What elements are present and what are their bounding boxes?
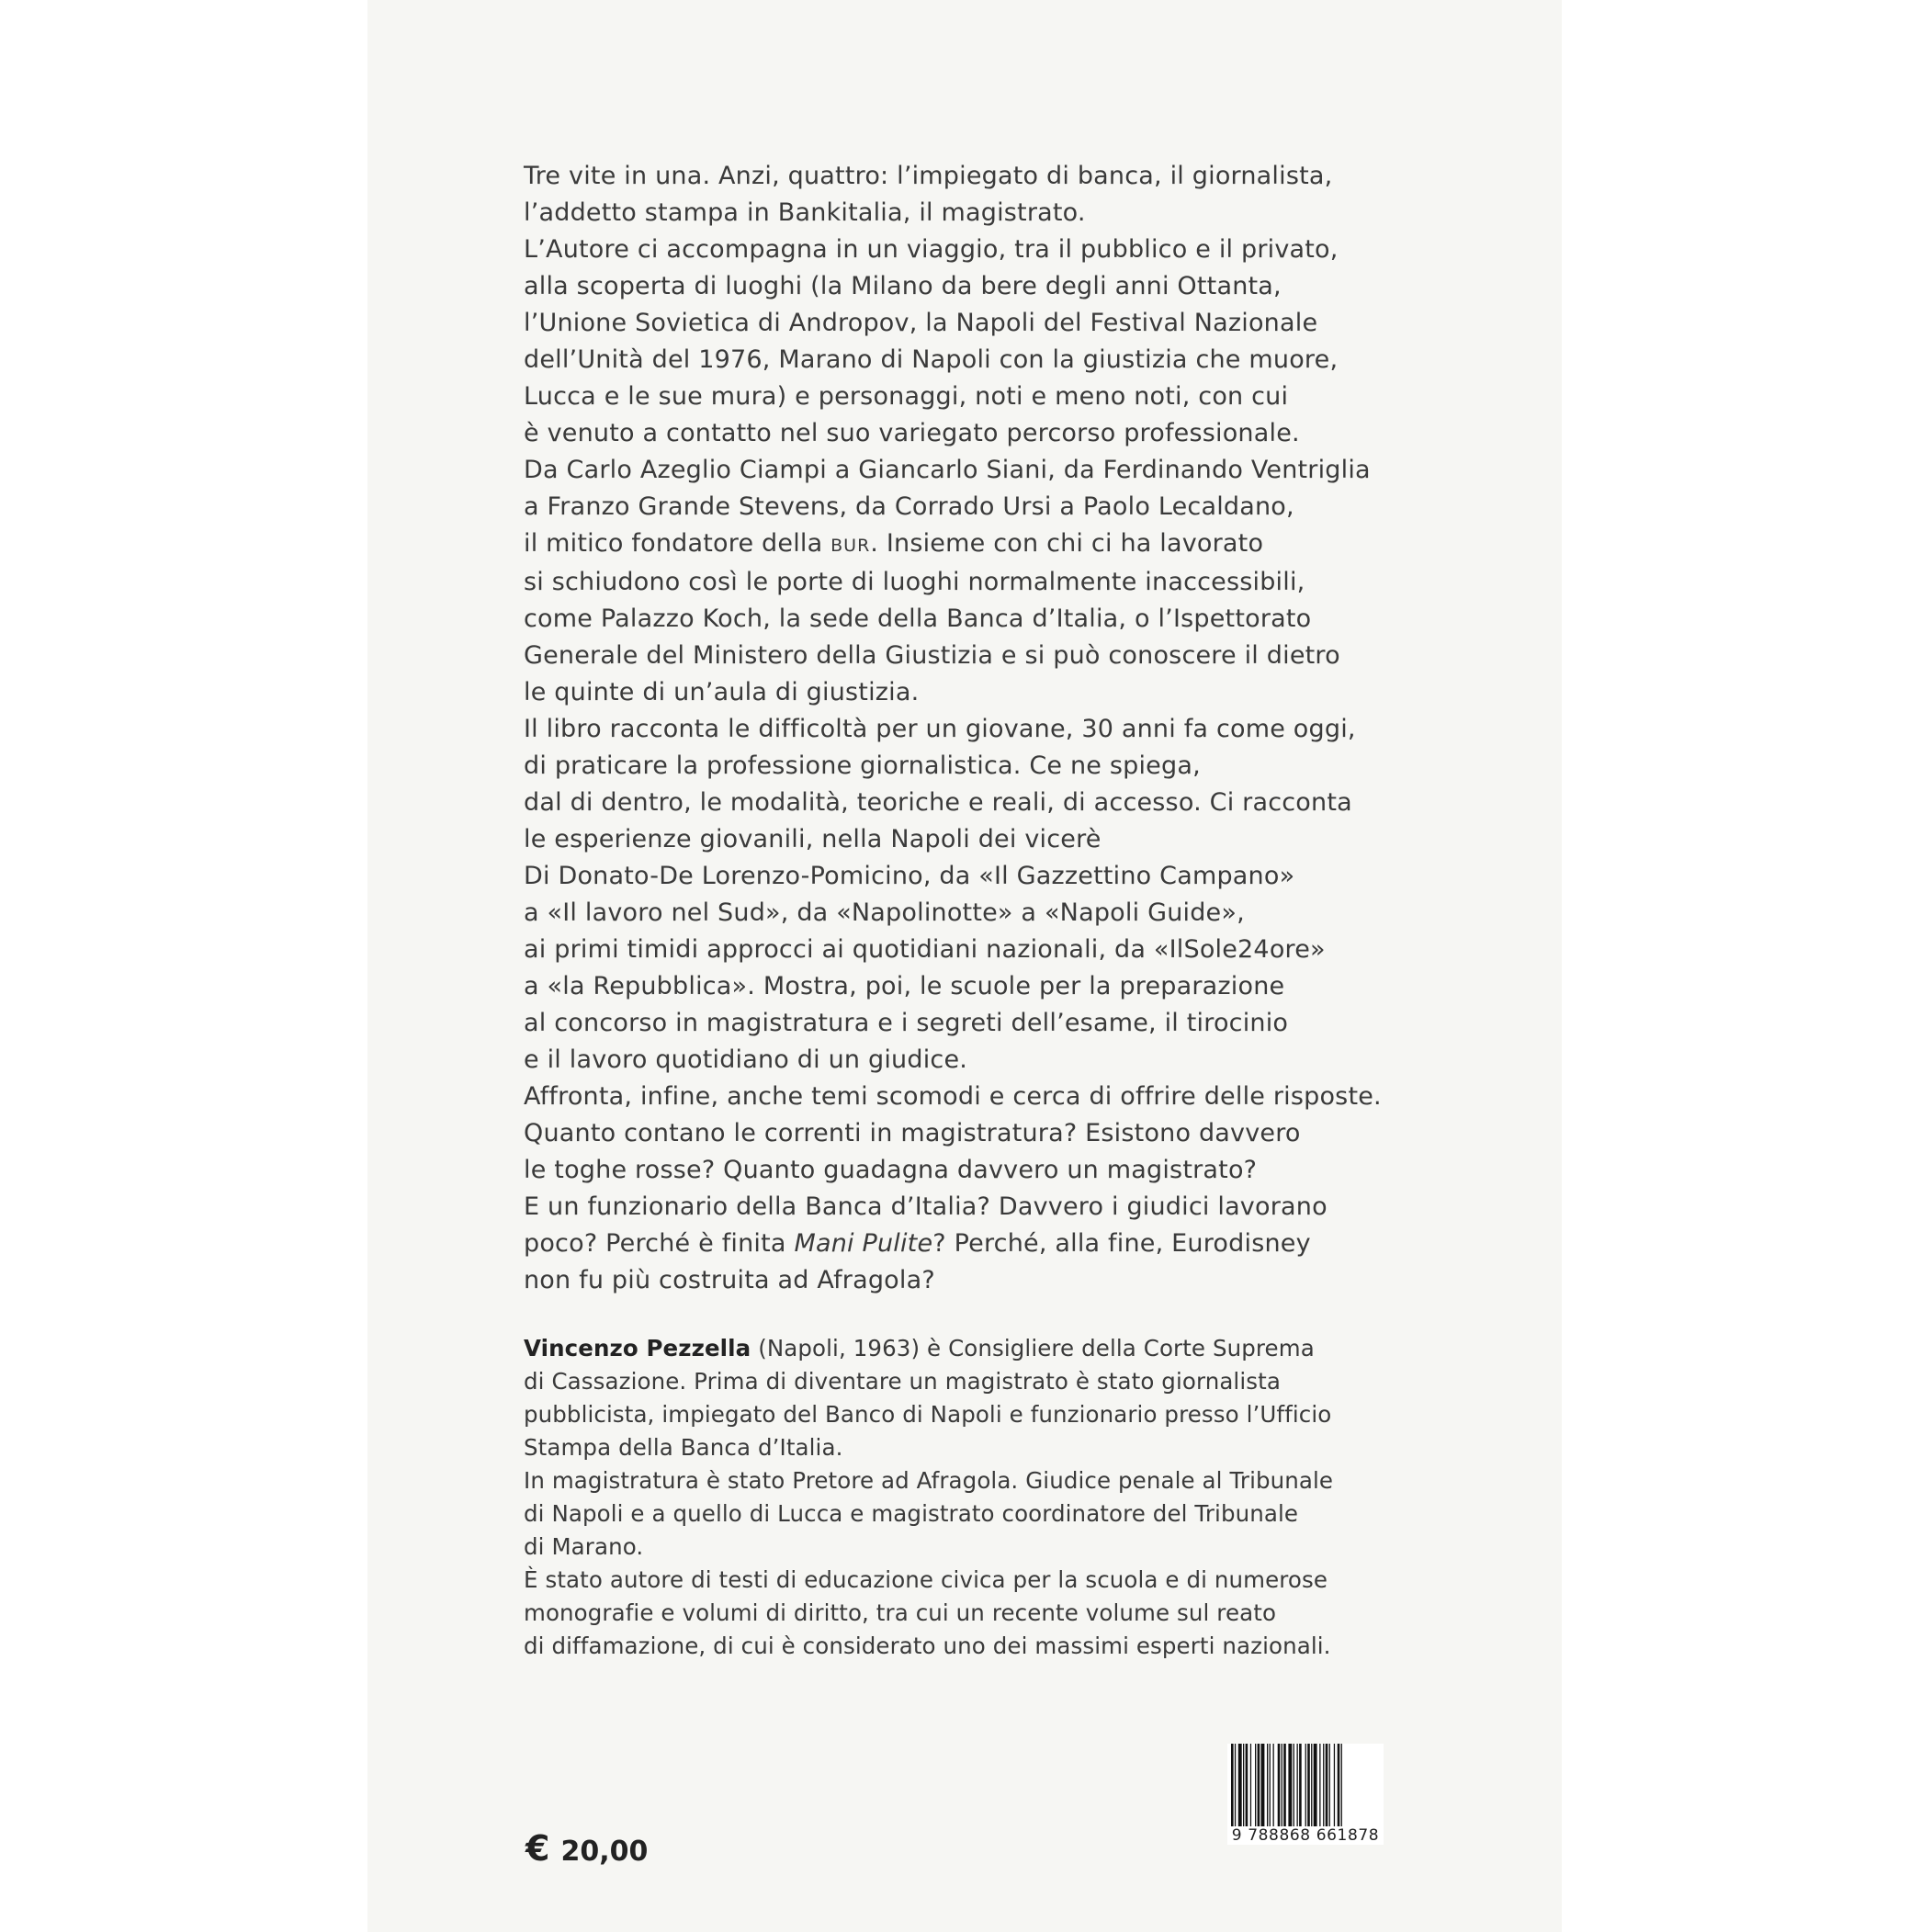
euro-symbol: € <box>525 1828 550 1869</box>
blurb-line: dell’Unità del 1976, Marano di Napoli con la giustizia che muore, <box>524 345 1339 374</box>
barcode-bar <box>1319 1744 1320 1828</box>
blurb-line: Generale del Ministero della Giustizia e si può conoscere il dietro <box>524 641 1340 670</box>
bio-line: monografie e volumi di diritto, tra cui un recente volume sul reato <box>524 1599 1277 1626</box>
barcode-bar <box>1314 1744 1317 1828</box>
blurb-line: Da Carlo Azeglio Ciampi a Giancarlo Siani, da Ferdinando Ventriglia <box>524 456 1371 484</box>
blurb-line: Quanto contano le correnti in magistratura? Esistono davvero <box>524 1119 1301 1147</box>
bio-line: In magistratura è stato Pretore ad Afragola. Giudice penale al Tribunale <box>524 1467 1334 1494</box>
bio-line: di Cassazione. Prima di diventare un magistrato è stato giornalista <box>524 1368 1281 1395</box>
blurb-line: L’Autore ci accompagna in un viaggio, tra il pubblico e il privato, <box>524 235 1339 264</box>
blurb-line: non fu più costruita ad Afragola? <box>524 1266 935 1294</box>
blurb-line: alla scoperta di luoghi (la Milano da bere degli anni Ottanta, <box>524 272 1282 300</box>
isbn-barcode <box>1227 1744 1384 1845</box>
barcode-bar <box>1267 1744 1268 1828</box>
blurb-line: a «Il lavoro nel Sud», da «Napolinotte» a «Napoli Guide», <box>524 898 1245 927</box>
blurb-line: a «la Repubblica». Mostra, poi, le scuole per la preparazione <box>524 972 1285 1000</box>
barcode-bar <box>1341 1744 1342 1828</box>
blurb-line: le esperienze giovanili, nella Napoli dei vicerè <box>524 825 1102 853</box>
blurb-line: di praticare la professione giornalistica. Ce ne spiega, <box>524 751 1201 780</box>
bio-line: di Napoli e a quello di Lucca e magistrato coordinatore del Tribunale <box>524 1500 1299 1527</box>
barcode-bar <box>1288 1744 1292 1828</box>
barcode-bar <box>1305 1744 1306 1828</box>
bio-line: È stato autore di testi di educazione civica per la scuola e di numerose <box>524 1566 1328 1593</box>
barcode-bar <box>1334 1744 1335 1828</box>
blurb-line: l’Unione Sovietica di Andropov, la Napoli del Festival Nazionale <box>524 309 1318 337</box>
blurb-line: Di Donato-De Lorenzo-Pomicino, da «Il Gazzettino Campano» <box>524 862 1295 890</box>
blurb-text-span: ? Perché, alla fine, Eurodisney <box>932 1229 1311 1258</box>
author-bio <box>524 1332 1497 1663</box>
barcode-bar <box>1326 1744 1328 1828</box>
bio-line: Stampa della Banca d’Italia. <box>524 1434 843 1461</box>
barcode-bar <box>1231 1744 1234 1828</box>
blurb-line: Lucca e le sue mura) e personaggi, noti e meno noti, con cui <box>524 382 1289 411</box>
blurb-text <box>524 158 1497 1299</box>
isbn-number: 9 788868 661878 <box>1227 1826 1384 1845</box>
blurb-line: dal di dentro, le modalità, teoriche e reali, di accesso. Ci racconta <box>524 788 1352 817</box>
blurb-line: e il lavoro quotidiano di un giudice. <box>524 1045 968 1074</box>
barcode-bar <box>1307 1744 1310 1828</box>
barcode-bar <box>1238 1744 1242 1828</box>
bio-line: di diffamazione, di cui è considerato uno dei massimi esperti nazionali. <box>524 1633 1331 1659</box>
bio-line: di Marano. <box>524 1533 644 1560</box>
barcode-bar <box>1323 1744 1324 1828</box>
barcode-bar <box>1278 1744 1281 1828</box>
blurb-text-span: il mitico fondatore della <box>524 529 831 558</box>
blurb-line: al concorso in magistratura e i segreti dell’esame, il tirocinio <box>524 1009 1289 1037</box>
blurb-line: l’addetto stampa in Bankitalia, il magistrato. <box>524 198 1086 227</box>
barcode-bar <box>1258 1744 1260 1828</box>
blurb-line: le toghe rosse? Quanto guadagna davvero un magistrato? <box>524 1156 1258 1184</box>
blurb-line: ai primi timidi approcci ai quotidiani nazionali, da «IlSole24ore» <box>524 935 1326 964</box>
blurb-line <box>524 1226 1497 1262</box>
barcode-bar <box>1273 1744 1274 1828</box>
price-amount: 20,00 <box>560 1836 649 1868</box>
barcode-bar <box>1246 1744 1248 1828</box>
barcode-bar <box>1311 1744 1312 1828</box>
barcode-bar <box>1235 1744 1236 1828</box>
barcode-bar <box>1299 1744 1302 1828</box>
author-name: Vincenzo Pezzella <box>524 1335 751 1361</box>
mani-pulite-title: Mani Pulite <box>794 1229 933 1258</box>
barcode-bar <box>1270 1744 1271 1828</box>
price-label <box>525 1828 648 1869</box>
barcode-bars <box>1227 1744 1384 1828</box>
barcode-bar <box>1243 1744 1244 1828</box>
blurb-line: Affronta, infine, anche temi scomodi e cerca di offrire delle risposte. <box>524 1082 1382 1111</box>
bur-label: BUR <box>830 536 871 556</box>
bio-text-span: (Napoli, 1963) è Consigliere della Corte Suprema <box>751 1335 1315 1361</box>
barcode-bar <box>1283 1744 1286 1828</box>
blurb-line: a Franzo Grande Stevens, da Corrado Ursi a Paolo Lecaldano, <box>524 492 1294 521</box>
blurb-line: è venuto a contatto nel suo variegato percorso professionale. <box>524 419 1300 447</box>
blurb-line: come Palazzo Koch, la sede della Banca d’Italia, o l’Ispettorato <box>524 604 1312 633</box>
blurb-line <box>524 525 1497 564</box>
blurb-line: le quinte di un’aula di giustizia. <box>524 678 920 706</box>
bio-line <box>524 1332 1497 1365</box>
barcode-bar <box>1297 1744 1298 1828</box>
blurb-line: Tre vite in una. Anzi, quattro: l’impiegato di banca, il giornalista, <box>524 162 1333 190</box>
barcode-bar <box>1329 1744 1330 1828</box>
blurb-text-span: . Insieme con chi ci ha lavorato <box>870 529 1264 558</box>
bio-line: pubblicista, impiegato del Banco di Napoli e funzionario presso l’Ufficio <box>524 1401 1332 1428</box>
blurb-line: E un funzionario della Banca d’Italia? Davvero i giudici lavorano <box>524 1192 1328 1221</box>
barcode-bar <box>1250 1744 1251 1828</box>
barcode-bar <box>1255 1744 1256 1828</box>
blurb-line: Il libro racconta le difficoltà per un giovane, 30 anni fa come oggi, <box>524 715 1356 743</box>
barcode-bar <box>1338 1744 1340 1828</box>
blurb-line: si schiudono così le porte di luoghi normalmente inaccessibili, <box>524 568 1305 596</box>
blurb-text-span: poco? Perché è finita <box>524 1229 795 1258</box>
barcode-bar <box>1261 1744 1265 1828</box>
